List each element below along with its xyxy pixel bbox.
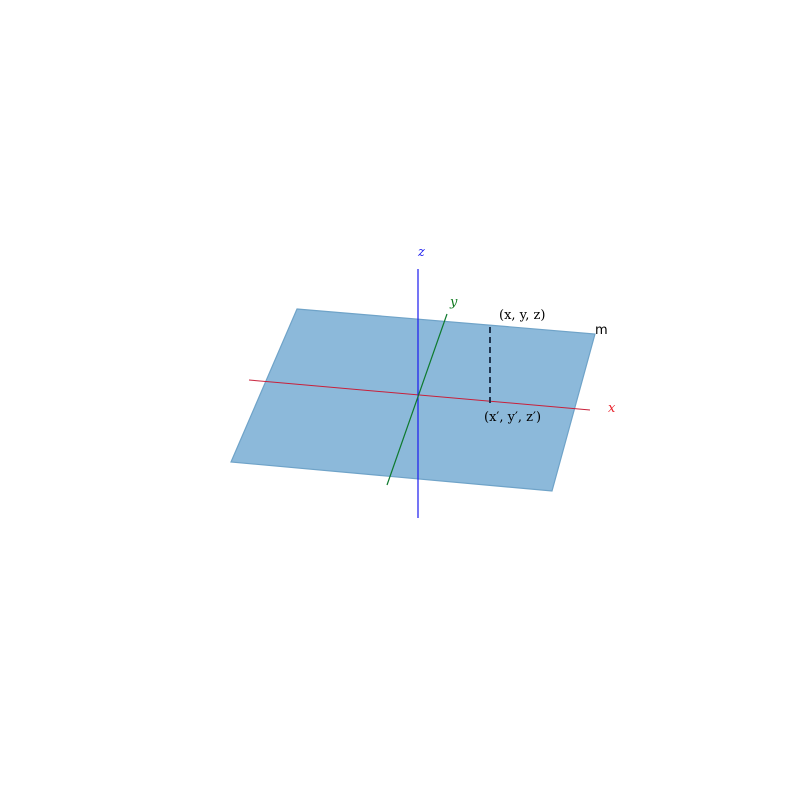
- x-axis-label: x: [608, 401, 616, 416]
- z-axis-label: z: [418, 245, 425, 260]
- projection-label: (x′, y′, z′): [484, 410, 542, 425]
- point-label: (x, y, z): [499, 308, 546, 323]
- plane-m: [231, 309, 595, 491]
- y-axis-label: y: [450, 295, 458, 310]
- plane-label: m: [595, 323, 608, 338]
